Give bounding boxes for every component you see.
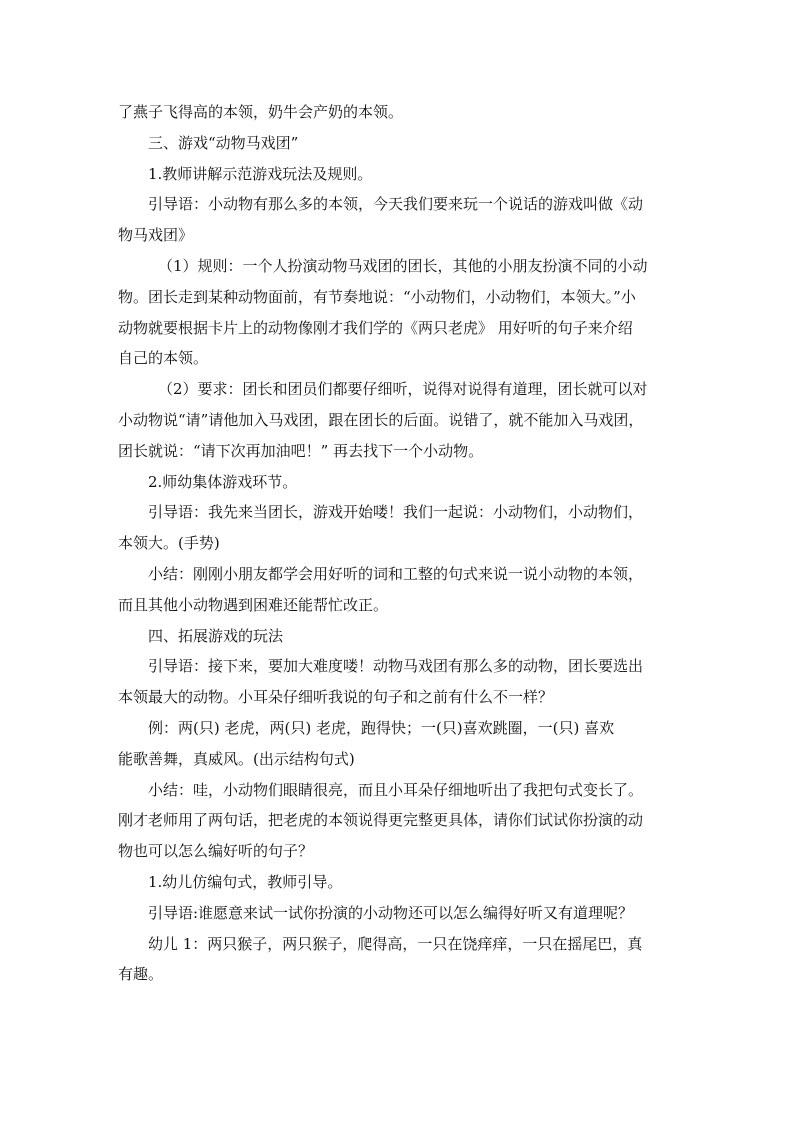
paragraph-line: 引导语:谁愿意来试一试你扮演的小动物还可以怎么编得好听又有道理呢？ [148,903,634,922]
paragraph-line: 自己的本领。 [118,349,209,368]
paragraph-line: 物也可以怎么编好听的句子？ [118,842,314,861]
paragraph-line: 团长就说：“请下次再加油吧！” 再去找下一个小动物。 [118,441,484,460]
paragraph-line: 有趣。 [118,965,164,984]
paragraph-line: （2）要求：团长和团员们都要仔细听，说得对说得有道理，团长就可以对 [158,380,648,399]
paragraph-line: 例：两(只) 老虎，两(只) 老虎，跑得快；一(只)喜欢跳圈，一(只) 喜欢 [148,718,615,737]
step-heading: 2.师幼集体游戏环节。 [148,472,298,491]
paragraph-line: 刚才老师用了两句话，把老虎的本领说得更完整更具体，请你们试试你扮演的动 [118,811,644,830]
paragraph-line: 小动物说“请”请他加入马戏团，跟在团长的后面。说错了，就不能加入马戏团， [118,410,644,429]
step-heading: 1.教师讲解示范游戏玩法及规则。 [148,164,373,183]
paragraph-line: 引导语：小动物有那么多的本领，今天我们要来玩一个说话的游戏叫做《动 [148,195,644,214]
section-heading: 三、游戏“动物马戏团” [148,133,299,152]
paragraph-line: 本领大。(手势) [118,534,220,553]
paragraph-line: （1）规则：一个人扮演动物马戏团的团长，其他的小朋友扮演不同的小动 [158,256,648,275]
paragraph-line: 幼儿 1：两只猴子，两只猴子，爬得高，一只在饶痒痒，一只在摇尾巴，真 [148,934,643,953]
paragraph-line: 了燕子飞得高的本领，奶牛会产奶的本领。 [118,103,404,121]
paragraph-line: 引导语：接下来，要加大难度喽！动物马戏团有那么多的动物，团长要选出 [148,657,644,676]
paragraph-line: 本领最大的动物。小耳朵仔细听我说的句子和之前有什么不一样？ [118,688,554,707]
paragraph-line: 能歌善舞，真威风。(出示结构句式) [118,749,355,768]
paragraph-line: 物。团长走到某种动物面前，有节奏地说：“小动物们，小动物们，本领大。”小 [118,287,636,306]
paragraph-line: 小结：刚刚小朋友都学会用好听的词和工整的句式来说一说小动物的本领， [148,564,644,583]
section-heading: 四、拓展游戏的玩法 [148,626,284,645]
paragraph-line: 引导语：我先来当团长，游戏开始喽！我们一起说：小动物们，小动物们， [148,503,644,522]
paragraph-line: 物马戏团》 [118,226,194,245]
paragraph-line: 而且其他小动物遇到困难还能帮忙改正。 [118,595,389,614]
paragraph-line: 小结：哇，小动物们眼睛很亮，而且小耳朵仔细地听出了我把句式变长了。 [148,780,644,799]
document-body [118,97,678,990]
paragraph-line: 动物就要根据卡片上的动物像刚才我们学的《两只老虎》 用好听的句子来介绍 [118,318,633,337]
step-heading: 1.幼儿仿编句式，教师引导。 [148,872,343,891]
